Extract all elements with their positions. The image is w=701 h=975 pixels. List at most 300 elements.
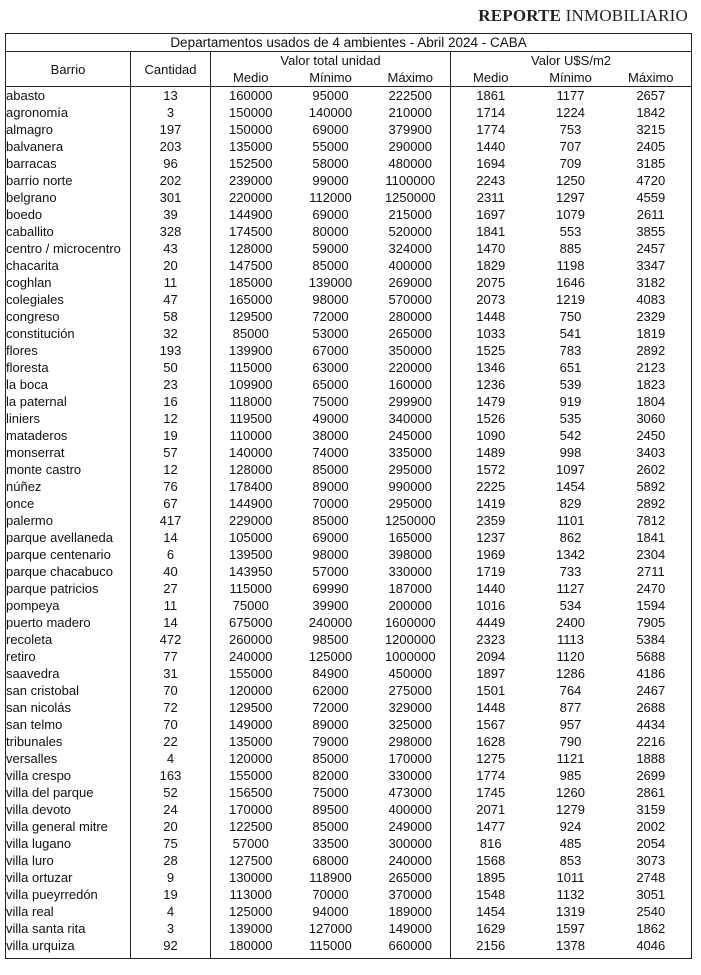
cell-total-medio: 143950 (229, 564, 273, 579)
cell-m2-minimo: 750 (559, 309, 582, 324)
table-row (6, 869, 692, 886)
table-row (6, 274, 692, 291)
cell-total-minimo: 63000 (312, 360, 349, 375)
cell-total-medio: 165000 (229, 292, 273, 307)
cell-total-maximo: 165000 (371, 529, 451, 546)
cell-total-maximo: 335000 (371, 444, 451, 461)
cell-m2-minimo: 877 (559, 700, 582, 715)
cell-total-medio: 152500 (229, 156, 273, 171)
cell-m2-maximo: 2657 (636, 88, 666, 103)
cell-m2-medio: 2243 (476, 173, 506, 188)
cell-cantidad: 163 (131, 767, 211, 784)
cell-m2-maximo: 2329 (636, 309, 666, 324)
table-row (6, 495, 692, 512)
cell-cantidad: 328 (131, 223, 211, 240)
cell-cantidad: 72 (131, 699, 211, 716)
cell-total-minimo: 79000 (312, 734, 349, 749)
cell-total-medio: 139900 (229, 343, 273, 358)
cell-total-medio: 115000 (229, 581, 272, 596)
cell-total-maximo: 330000 (371, 563, 451, 580)
cell-barrio: abasto (6, 87, 131, 105)
cell-cantidad: 9 (131, 869, 211, 886)
cell-total-maximo: 275000 (371, 682, 451, 699)
cell-m2-medio: 1697 (476, 207, 506, 222)
cell-total-minimo: 58000 (312, 156, 349, 171)
cell-total-minimo: 75000 (312, 785, 349, 800)
cell-total-maximo: 265000 (371, 869, 451, 886)
cell-m2-minimo: 957 (559, 717, 582, 732)
cell-total-minimo: 112000 (309, 190, 352, 205)
cell-total-maximo: 222500 (371, 87, 451, 105)
cell-m2-maximo: 2054 (636, 836, 666, 851)
cell-total-minimo: 99000 (312, 173, 349, 188)
cell-total-maximo: 1100000 (371, 172, 451, 189)
table-row (6, 767, 692, 784)
cell-cantidad: 77 (131, 648, 211, 665)
cell-total-minimo: 85000 (312, 751, 349, 766)
cell-m2-minimo: 709 (559, 156, 582, 171)
cell-total-minimo: 240000 (308, 615, 353, 630)
table-row (6, 631, 692, 648)
cell-total-medio: 155000 (229, 768, 273, 783)
cell-total-medio: 120000 (229, 751, 273, 766)
cell-m2-minimo: 1132 (556, 887, 585, 902)
cell-m2-maximo: 3182 (636, 275, 666, 290)
report-table (5, 33, 692, 959)
cell-total-minimo: 85000 (312, 513, 349, 528)
table-row (6, 257, 692, 274)
cell-total-maximo: 240000 (371, 852, 451, 869)
cell-total-maximo: 290000 (371, 138, 451, 155)
cell-total-medio: 144900 (229, 496, 273, 511)
cell-total-maximo: 400000 (371, 801, 451, 818)
cell-total-minimo: 68000 (312, 853, 349, 868)
table-row (6, 410, 692, 427)
cell-total-maximo: 660000 (371, 937, 451, 959)
cell-cantidad: 197 (131, 121, 211, 138)
cell-total-minimo: 70000 (312, 887, 349, 902)
cell-barrio: chacarita (6, 257, 131, 274)
cell-total-medio: 118000 (229, 394, 272, 409)
cell-total-medio: 140000 (229, 445, 273, 460)
cell-m2-maximo: 3073 (636, 853, 666, 868)
cell-total-maximo: 398000 (371, 546, 451, 563)
table-row (6, 818, 692, 835)
cell-total-medio: 229000 (229, 513, 273, 528)
cell-m2-minimo: 1011 (556, 870, 585, 885)
table-row (6, 886, 692, 903)
cell-total-medio: 57000 (232, 836, 269, 851)
cell-barrio: once (6, 495, 131, 512)
cell-total-maximo: 400000 (371, 257, 451, 274)
cell-total-medio: 139500 (229, 547, 273, 562)
cell-total-maximo: 1200000 (371, 631, 451, 648)
cell-barrio: villa general mitre (6, 818, 131, 835)
cell-barrio: puerto madero (6, 614, 131, 631)
cell-m2-medio: 1745 (476, 785, 506, 800)
cell-m2-medio: 1774 (476, 122, 506, 137)
table-row (6, 597, 692, 614)
cell-cantidad: 203 (131, 138, 211, 155)
cell-cantidad: 14 (131, 614, 211, 631)
cell-m2-medio: 2073 (476, 292, 506, 307)
cell-total-medio: 185000 (229, 275, 273, 290)
cell-m2-maximo: 5384 (636, 632, 666, 647)
cell-total-minimo: 98000 (312, 547, 349, 562)
header-cantidad: Cantidad (131, 52, 211, 87)
cell-cantidad: 32 (131, 325, 211, 342)
cell-m2-minimo: 553 (559, 224, 582, 239)
cell-total-maximo: 350000 (371, 342, 451, 359)
cell-m2-minimo: 1286 (556, 666, 585, 681)
cell-m2-maximo: 2467 (636, 683, 666, 698)
cell-total-minimo: 95000 (312, 88, 349, 103)
cell-m2-medio: 1090 (476, 428, 506, 443)
cell-total-maximo: 280000 (371, 308, 451, 325)
cell-m2-medio: 2075 (476, 275, 506, 290)
cell-m2-medio: 1501 (476, 683, 506, 698)
cell-m2-maximo: 2711 (636, 564, 665, 579)
cell-m2-medio: 1567 (476, 717, 506, 732)
cell-total-minimo: 118900 (309, 870, 352, 885)
cell-m2-medio: 1548 (476, 887, 506, 902)
cell-m2-minimo: 535 (559, 411, 582, 426)
table-row (6, 206, 692, 223)
cell-cantidad: 11 (131, 274, 211, 291)
cell-cantidad: 75 (131, 835, 211, 852)
cell-barrio: floresta (6, 359, 131, 376)
cell-cantidad: 16 (131, 393, 211, 410)
brand-logo (478, 6, 688, 26)
cell-barrio: centro / microcentro (6, 240, 131, 257)
cell-barrio: monserrat (6, 444, 131, 461)
table-row (6, 614, 692, 631)
cell-m2-minimo: 1097 (556, 462, 585, 477)
cell-barrio: coghlan (6, 274, 131, 291)
table-row (6, 580, 692, 597)
cell-total-maximo: 324000 (371, 240, 451, 257)
table-row (6, 733, 692, 750)
cell-cantidad: 6 (131, 546, 211, 563)
cell-total-minimo: 125000 (308, 649, 353, 664)
cell-m2-medio: 1829 (476, 258, 506, 273)
cell-m2-medio: 1572 (476, 462, 506, 477)
cell-total-medio: 119500 (229, 411, 272, 426)
cell-cantidad: 20 (131, 818, 211, 835)
cell-m2-medio: 2359 (476, 513, 506, 528)
cell-total-medio: 144900 (229, 207, 273, 222)
cell-total-medio: 115000 (229, 360, 272, 375)
cell-m2-medio: 1419 (476, 496, 506, 511)
cell-cantidad: 76 (131, 478, 211, 495)
cell-total-minimo: 89000 (312, 717, 349, 732)
cell-m2-medio: 4449 (476, 615, 506, 630)
cell-total-medio: 135000 (229, 734, 273, 749)
cell-m2-medio: 816 (479, 836, 502, 851)
table-row (6, 784, 692, 801)
cell-total-maximo: 450000 (371, 665, 451, 682)
cell-total-maximo: 149000 (371, 920, 451, 937)
cell-barrio: villa lugano (6, 835, 131, 852)
cell-total-minimo: 82000 (312, 768, 349, 783)
cell-barrio: saavedra (6, 665, 131, 682)
cell-m2-maximo: 2611 (636, 207, 665, 222)
cell-barrio: caballito (6, 223, 131, 240)
cell-total-medio: 149000 (229, 717, 273, 732)
cell-total-minimo: 55000 (312, 139, 349, 154)
cell-cantidad: 70 (131, 716, 211, 733)
cell-m2-minimo: 1260 (556, 785, 585, 800)
cell-barrio: parque centenario (6, 546, 131, 563)
cell-barrio: tribunales (6, 733, 131, 750)
table-row (6, 665, 692, 682)
table-row (6, 937, 692, 959)
cell-m2-maximo: 7812 (636, 513, 666, 528)
cell-cantidad: 23 (131, 376, 211, 393)
cell-barrio: san nicolás (6, 699, 131, 716)
header-m2-medio: Medio (451, 69, 531, 87)
cell-cantidad: 4 (131, 903, 211, 920)
cell-total-medio: 128000 (229, 462, 273, 477)
table-row (6, 172, 692, 189)
table-row (6, 444, 692, 461)
cell-total-maximo: 170000 (371, 750, 451, 767)
cell-total-medio: 109900 (229, 377, 273, 392)
cell-m2-minimo: 1279 (556, 802, 585, 817)
table-row (6, 427, 692, 444)
cell-barrio: parque avellaneda (6, 529, 131, 546)
cell-cantidad: 202 (131, 172, 211, 189)
header-group-m2: Valor U$S/m2 (531, 53, 612, 68)
cell-total-maximo: 329000 (371, 699, 451, 716)
cell-m2-maximo: 1819 (636, 326, 666, 341)
cell-total-maximo: 299900 (371, 393, 451, 410)
table-row (6, 529, 692, 546)
cell-m2-maximo: 2540 (636, 904, 666, 919)
cell-cantidad: 70 (131, 682, 211, 699)
cell-total-minimo: 53000 (312, 326, 349, 341)
cell-barrio: villa del parque (6, 784, 131, 801)
cell-barrio: boedo (6, 206, 131, 223)
cell-m2-minimo: 1342 (556, 547, 585, 562)
cell-total-medio: 113000 (229, 887, 272, 902)
table-row (6, 240, 692, 257)
cell-total-medio: 155000 (229, 666, 273, 681)
cell-total-medio: 220000 (229, 190, 273, 205)
cell-barrio: pompeya (6, 597, 131, 614)
cell-m2-maximo: 2123 (636, 360, 666, 375)
cell-m2-medio: 1237 (476, 530, 506, 545)
cell-barrio: san telmo (6, 716, 131, 733)
cell-total-minimo: 69000 (312, 530, 349, 545)
cell-m2-minimo: 985 (559, 768, 582, 783)
cell-m2-maximo: 3347 (636, 258, 666, 273)
cell-m2-minimo: 764 (559, 683, 582, 698)
cell-m2-medio: 1841 (476, 224, 506, 239)
header-m2-minimo: Mínimo (531, 69, 611, 87)
cell-m2-minimo: 829 (559, 496, 582, 511)
cell-barrio: barracas (6, 155, 131, 172)
table-row (6, 801, 692, 818)
cell-cantidad: 39 (131, 206, 211, 223)
cell-m2-medio: 1033 (476, 326, 506, 341)
cell-m2-medio: 1016 (476, 598, 506, 613)
cell-barrio: constitución (6, 325, 131, 342)
cell-m2-maximo: 2688 (636, 700, 666, 715)
cell-m2-maximo: 2002 (636, 819, 666, 834)
cell-m2-maximo: 4720 (636, 173, 666, 188)
cell-m2-minimo: 707 (559, 139, 582, 154)
cell-total-medio: 125000 (229, 904, 273, 919)
cell-cantidad: 14 (131, 529, 211, 546)
cell-m2-medio: 1454 (476, 904, 506, 919)
cell-total-medio: 239000 (229, 173, 273, 188)
cell-cantidad: 67 (131, 495, 211, 512)
cell-total-minimo: 72000 (312, 309, 349, 324)
cell-total-medio: 129500 (229, 309, 273, 324)
cell-total-medio: 139000 (229, 921, 273, 936)
table-row (6, 87, 692, 105)
cell-m2-maximo: 2892 (636, 343, 666, 358)
cell-barrio: liniers (6, 410, 131, 427)
cell-barrio: congreso (6, 308, 131, 325)
cell-m2-maximo: 2304 (636, 547, 666, 562)
cell-m2-minimo: 1646 (556, 275, 585, 290)
table-row (6, 376, 692, 393)
cell-cantidad: 50 (131, 359, 211, 376)
cell-m2-minimo: 885 (559, 241, 582, 256)
cell-m2-maximo: 2748 (636, 870, 666, 885)
cell-m2-minimo: 853 (559, 853, 582, 868)
cell-total-minimo: 98000 (312, 292, 349, 307)
cell-barrio: almagro (6, 121, 131, 138)
cell-cantidad: 47 (131, 291, 211, 308)
cell-cantidad: 472 (131, 631, 211, 648)
cell-total-medio: 105000 (229, 530, 273, 545)
cell-total-medio: 174500 (229, 224, 273, 239)
cell-total-medio: 122500 (229, 819, 273, 834)
cell-m2-maximo: 3159 (636, 802, 666, 817)
cell-total-maximo: 160000 (371, 376, 451, 393)
cell-m2-medio: 1489 (476, 445, 506, 460)
cell-cantidad: 3 (131, 920, 211, 937)
cell-total-medio: 240000 (229, 649, 273, 664)
cell-total-minimo: 70000 (312, 496, 349, 511)
cell-m2-maximo: 2405 (636, 139, 666, 154)
cell-total-maximo: 215000 (371, 206, 451, 223)
cell-m2-minimo: 1378 (556, 938, 585, 953)
cell-m2-maximo: 2602 (636, 462, 666, 477)
cell-m2-maximo: 2216 (636, 734, 666, 749)
header-group-total: Valor total unidad (211, 52, 451, 70)
cell-m2-maximo: 2457 (636, 241, 666, 256)
table-row (6, 835, 692, 852)
cell-total-minimo: 89000 (312, 479, 349, 494)
cell-m2-maximo: 4434 (636, 717, 666, 732)
table-row (6, 478, 692, 495)
cell-m2-medio: 1895 (476, 870, 506, 885)
cell-barrio: balvanera (6, 138, 131, 155)
table-row (6, 155, 692, 172)
cell-m2-maximo: 4083 (636, 292, 666, 307)
table-row (6, 682, 692, 699)
cell-total-minimo: 89500 (312, 802, 349, 817)
cell-total-maximo: 220000 (371, 359, 451, 376)
cell-total-medio: 150000 (229, 122, 273, 137)
cell-total-minimo: 33500 (312, 836, 349, 851)
cell-m2-maximo: 2470 (636, 581, 666, 596)
cell-m2-maximo: 7905 (636, 615, 666, 630)
cell-total-maximo: 520000 (371, 223, 451, 240)
cell-cantidad: 19 (131, 427, 211, 444)
cell-total-minimo: 69000 (312, 207, 349, 222)
cell-total-maximo: 370000 (371, 886, 451, 903)
cell-m2-medio: 1897 (476, 666, 506, 681)
cell-barrio: mataderos (6, 427, 131, 444)
cell-total-medio: 75000 (232, 598, 269, 613)
cell-m2-medio: 1526 (476, 411, 506, 426)
cell-total-medio: 180000 (229, 938, 273, 953)
cell-total-maximo: 187000 (371, 580, 451, 597)
cell-total-minimo: 115000 (309, 938, 352, 953)
cell-barrio: parque patricios (6, 580, 131, 597)
cell-m2-medio: 2094 (476, 649, 506, 664)
cell-barrio: recoleta (6, 631, 131, 648)
cell-total-medio: 110000 (229, 428, 272, 443)
table-row (6, 512, 692, 529)
table-row (6, 189, 692, 206)
cell-barrio: villa santa rita (6, 920, 131, 937)
table-body (6, 87, 692, 959)
cell-m2-minimo: 1319 (556, 904, 585, 919)
cell-total-maximo: 1600000 (371, 614, 451, 631)
table-row (6, 750, 692, 767)
cell-m2-maximo: 2892 (636, 496, 666, 511)
cell-barrio: monte castro (6, 461, 131, 478)
cell-m2-medio: 1861 (476, 88, 506, 103)
cell-total-maximo: 200000 (371, 597, 451, 614)
cell-m2-maximo: 4046 (636, 938, 666, 953)
cell-barrio: palermo (6, 512, 131, 529)
cell-cantidad: 52 (131, 784, 211, 801)
cell-total-minimo: 80000 (312, 224, 349, 239)
cell-barrio: agronomía (6, 104, 131, 121)
table-row (6, 716, 692, 733)
cell-barrio: retiro (6, 648, 131, 665)
cell-m2-minimo: 541 (559, 326, 582, 341)
cell-barrio: la paternal (6, 393, 131, 410)
cell-total-medio: 127500 (229, 853, 273, 868)
table-row (6, 223, 692, 240)
table-row (6, 359, 692, 376)
cell-total-maximo: 295000 (371, 461, 451, 478)
cell-cantidad: 193 (131, 342, 211, 359)
cell-barrio: villa pueyrredón (6, 886, 131, 903)
cell-total-minimo: 85000 (312, 462, 349, 477)
cell-total-maximo: 245000 (371, 427, 451, 444)
cell-m2-minimo: 651 (559, 360, 582, 375)
table-row (6, 104, 692, 121)
cell-m2-maximo: 3403 (636, 445, 666, 460)
cell-total-medio: 150000 (229, 105, 273, 120)
cell-m2-minimo: 924 (559, 819, 582, 834)
cell-m2-minimo: 1219 (556, 292, 585, 307)
table-row (6, 546, 692, 563)
cell-m2-medio: 1568 (476, 853, 506, 868)
cell-barrio: colegiales (6, 291, 131, 308)
cell-barrio: villa ortuzar (6, 869, 131, 886)
cell-barrio: versalles (6, 750, 131, 767)
